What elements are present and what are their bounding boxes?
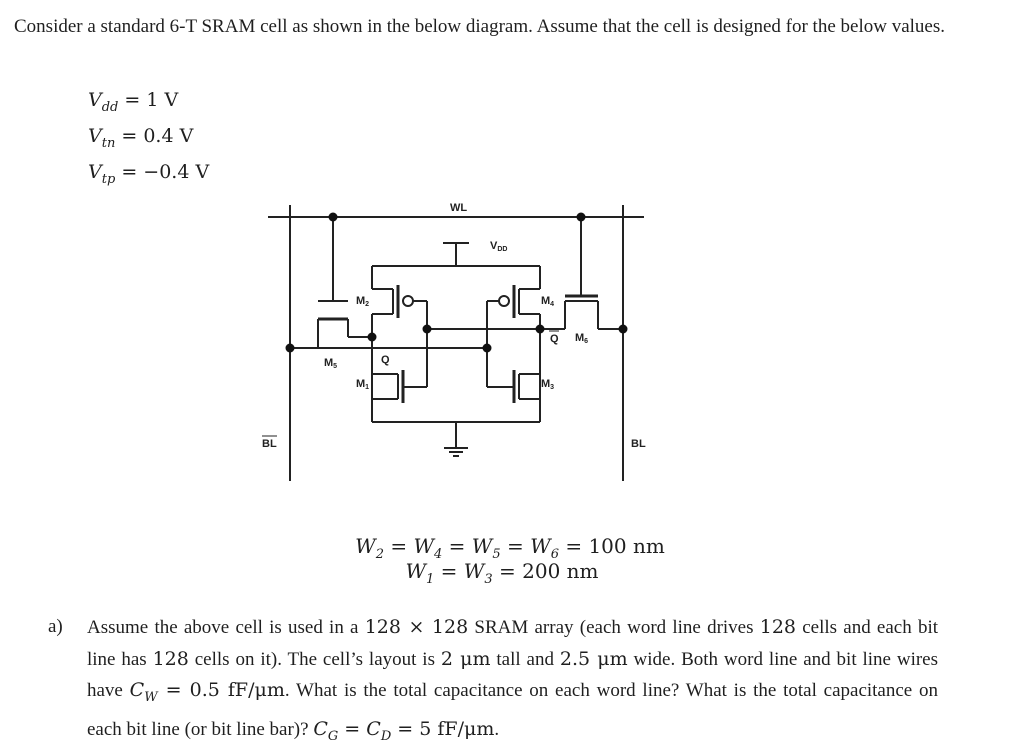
width-equation-1: $W_2 = W_4 = W_5 = W_6 = 100$ nm: [355, 534, 665, 562]
wl-label: WL: [450, 202, 468, 214]
intro-text: Consider a standard 6-T SRAM cell as shown in the below diagram. Assume that the cell is designed for the below values.: [14, 16, 945, 37]
m5-label: M5: [324, 357, 338, 370]
value-vdd: $V_{dd} = 1$ V: [88, 89, 179, 115]
bl-label: BL: [631, 438, 646, 450]
m2-label: M2: [356, 295, 370, 308]
width-equation-2: $W_1 = W_3 = 200$ nm: [405, 559, 599, 587]
m4-label: M4: [541, 295, 555, 308]
subscript: tn: [101, 136, 116, 151]
m3-label: M3: [541, 378, 555, 391]
value: −0.4 V: [143, 161, 210, 183]
m6-label: M6: [575, 332, 589, 345]
value: 1 V: [146, 89, 179, 111]
value-vtp: $V_{tp} = -0.4$ V: [88, 161, 210, 187]
vdd-label: VDD: [490, 240, 508, 253]
q-bar-label: Q: [550, 333, 559, 345]
m1-label: M1: [356, 378, 370, 391]
symbol: V: [88, 125, 102, 147]
symbol: V: [88, 161, 102, 183]
question-label: a): [48, 616, 63, 637]
question-a: [48, 612, 938, 752]
symbol: V: [88, 89, 102, 111]
value-vtn: $V_{tn} = 0.4$ V: [88, 125, 194, 151]
question-body: Assume the above cell is used in a 128 × 128 SRAM array (each word line drives 128 cells and each bit line has 128 cells on it). The cell’s layout is 2 μm tall and 2.5 μm wide. Both word line and bit line wires have $C_W = 0.5$ fF/μm. What is the total capacitance on each word line? What is the total capacitance on each bit line (or bit line bar)? $C_G = C_D = 5$ fF/μm.: [87, 616, 939, 744]
value: 0.4 V: [143, 125, 194, 147]
subscript: tp: [101, 172, 116, 187]
subscript: dd: [101, 100, 119, 115]
bl-bar-label: BL: [262, 438, 277, 450]
q-label: Q: [381, 354, 390, 366]
